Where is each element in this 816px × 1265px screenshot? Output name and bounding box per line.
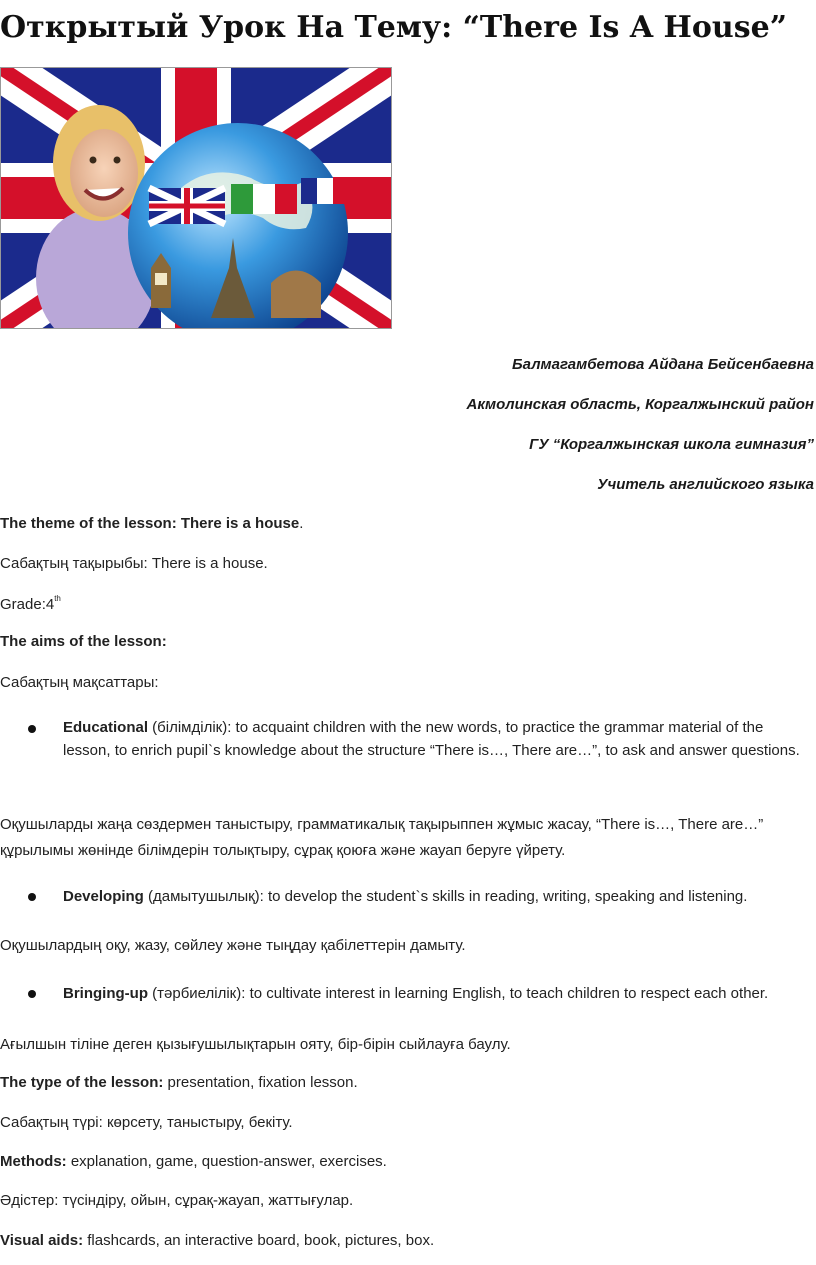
lesson-theme <box>0 515 303 532</box>
aims-heading: The aims of the lesson: <box>0 633 167 650</box>
aim-educational-kz: Оқушыларды жаңа сөздермен таныстыру, грамматикалық тақырыппен жұмыс жасау, “There is…, There are…” құрылымы жөнінде білімдерін толықтыру, сұрақ қоюға және жауап беруге үйрету. <box>0 816 764 859</box>
bullet-icon <box>28 990 36 998</box>
aim-educational-name: Educational <box>63 719 149 736</box>
aim-educational <box>63 716 808 762</box>
author-region: Акмолинская область, Коргалжынский район <box>466 396 814 413</box>
bullet-icon <box>28 893 36 901</box>
lesson-theme-punct: . <box>299 515 304 532</box>
author-school: ГУ “Коргалжынская школа гимназия” <box>529 436 814 453</box>
methods-label: Methods: <box>0 1153 67 1170</box>
lesson-type-kz: Сабақтың түрі: көрсету, таныстыру, бекіту. <box>0 1114 293 1131</box>
methods-value: explanation, game, question-answer, exercises. <box>66 1153 387 1170</box>
grade-label: Grade:4 <box>0 596 55 613</box>
visual-aids-label: Visual aids: <box>0 1232 84 1249</box>
grade-suffix: th <box>54 594 61 603</box>
lesson-type-label: The type of the lesson: <box>0 1074 164 1091</box>
aims-kz-heading: Сабақтың мақсаттары: <box>0 674 159 691</box>
lesson-theme-kz: Сабақтың тақырыбы: There is a house. <box>0 555 268 572</box>
visual-aids-value: flashcards, an interactive board, book, pictures, box. <box>83 1232 435 1249</box>
aim-educational-text: (білімділік): to acquaint children with the new words, to practice the grammar material of the lesson, to enrich pupil`s knowledge about the structure “There is…, There are…”, to ask and answer questions. <box>63 719 800 759</box>
aim-bringing-up-name: Bringing-up <box>63 985 148 1002</box>
methods <box>0 1153 387 1170</box>
author-name: Балмагамбетова Айдана Бейсенбаевна <box>512 356 814 373</box>
union-jack-globe-illustration <box>0 67 392 329</box>
methods-kz: Әдістер: түсіндіру, ойын, сұрақ-жауап, жаттығулар. <box>0 1192 354 1209</box>
aim-bringing-up-text: (тәрбиелілік): to cultivate interest in learning English, to teach children to respect each other. <box>147 985 769 1002</box>
author-position: Учитель английского языка <box>597 476 814 493</box>
visual-aids <box>0 1232 434 1249</box>
grade <box>0 594 61 613</box>
illustration-svg <box>1 68 391 328</box>
aim-developing-text: (дамытушылық): to develop the student`s skills in reading, writing, speaking and listening. <box>143 888 748 905</box>
lesson-type <box>0 1074 358 1091</box>
aim-developing-kz: Оқушылардың оқу, жазу, сөйлеу және тыңдау қабілеттерін дамыту. <box>0 937 466 954</box>
aim-developing-name: Developing <box>63 888 144 905</box>
aim-bringing-up-kz: Ағылшын тіліне деген қызығушылықтарын ояту, бір-бірін сыйлауға баулу. <box>0 1036 511 1053</box>
aim-bringing-up <box>63 982 808 1005</box>
aim-developing <box>63 885 808 908</box>
page-title: Открытый Урок На Тему: “There Is A House” <box>0 10 787 45</box>
bullet-icon <box>28 725 36 733</box>
lesson-type-value: presentation, fixation lesson. <box>163 1074 358 1091</box>
lesson-theme-label: The theme of the lesson: There is a house <box>0 515 300 532</box>
